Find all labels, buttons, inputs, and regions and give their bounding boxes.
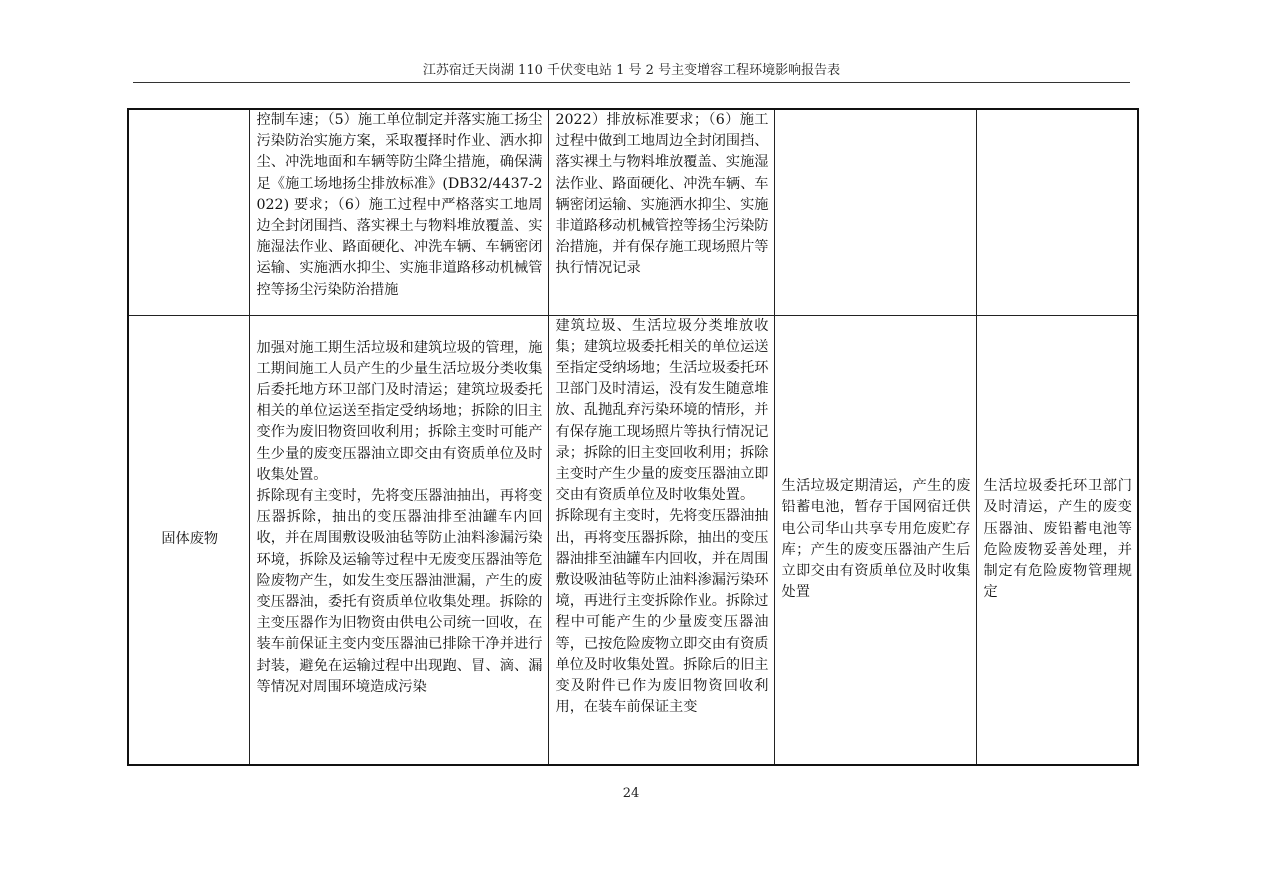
header-divider [133, 82, 1130, 83]
page-header-title: 江苏宿迁天岗湖 110 千伏变电站 1 号 2 号主变增容工程环境影响报告表 [422, 63, 841, 78]
implementation-cell [548, 315, 774, 765]
column5-cell [976, 315, 1138, 765]
implementation-text: 建筑垃圾、生活垃圾分类堆放收集；建筑垃圾委托相关的单位运送至指定受纳场地；生活垃圾委托环卫部门及时清运，没有发生随意堆放、乱抛乱弃污染环境的情形，并有保存施工现场照片等执行情况记录；拆除的旧主变回收利用；拆除主变时产生少量的废变压器油立即交由有资质单位及时收集处置。 拆除现有主变时，先将变压器油抽出，再将变压器拆除，抽出的变压器油排至油罐车内回收，并在周围敷设吸油毡等防止油料渗漏污染环境，再进行主变拆除作业。拆除过程中可能产生的少量废变压器油等，已按危险废物立即交由有资质单位及时收集处置。拆除后的旧主变及附件已作为废旧物资回收利用，在装车前保证主变 [555, 317, 769, 716]
measures-text: 控制车速；（5）施工单位制定并落实施工扬尘污染防治实施方案，采取覆择时作业、洒水抑尘、冲洗地面和车辆等防尘降尘措施，确保满足《施工场地扬尘排放标准》(DB32/4437-2022) 要求；（6）施工过程中严格落实工地周边全封闭围挡、落实裸土与物料堆放覆盖、实施湿法作业、路面硬化、冲洗车辆、车辆密闭运输、实施洒水抑尘、实施非道路移动机械管控等扬尘污染防治措施 [256, 112, 543, 298]
measures-text: 加强对施工期生活垃圾和建筑垃圾的管理，施工期间施工人员产生的少量生活垃圾分类收集后委托地方环卫部门及时清运；建筑垃圾委托相关的单位运送至指定受纳场地；拆除的旧主变作为废旧物资回收利用；拆除主变时可能产生少量的废变压器油立即交由有资质单位及时收集处置。 拆除现有主变时，先将变压器油抽出，再将变压器拆除，抽出的变压器油排至油罐车内回收，并在周围敷设吸油毡等防止油料渗漏污染环境，拆除及运输等过程中无废变压器油等危险废物产生，如发生变压器油泄漏，产生的废变压器油，委托有资质单位收集处理。拆除的主变压器作为旧物资由供电公司统一回收，在装车前保证主变内变压器油已排除干净并进行封装，避免在运输过程中出现跑、冒、滴、漏等情况对周围环境造成污染 [256, 339, 543, 695]
category-cell: 固体废物 [128, 315, 249, 765]
page-number: 24 [622, 786, 640, 801]
column4-text: 生活垃圾定期清运，产生的废铅蓄电池，暂存于国网宿迁供电公司华山共享专用危废贮存库；产生的废变压器油产生后立即交由有资质单位及时收集处置 [781, 478, 971, 601]
column4-cell [774, 315, 976, 765]
measures-cell [249, 315, 548, 765]
implementation-text: 2022）排放标准要求；（6）施工过程中做到工地周边全封闭围挡、落实裸土与物料堆放覆盖、实施湿法作业、路面硬化、冲洗车辆、车辆密闭运输、实施洒水抑尘、实施非道路移动机械管控等扬尘污染防治措施，并有保存施工现场照片等执行情况记录 [555, 112, 769, 277]
category-cell [128, 109, 249, 315]
measures-cell [249, 109, 548, 315]
implementation-cell [548, 109, 774, 315]
column5-text: 生活垃圾委托环卫部门及时清运，产生的废变压器油、废铅蓄电池等危险废物妥善处理，并制定有危险废物管理规定 [983, 478, 1132, 601]
table-row [128, 109, 1138, 315]
column4-cell [774, 109, 976, 315]
table-row [128, 315, 1138, 765]
column5-cell [976, 109, 1138, 315]
environmental-measures-table [127, 108, 1139, 766]
